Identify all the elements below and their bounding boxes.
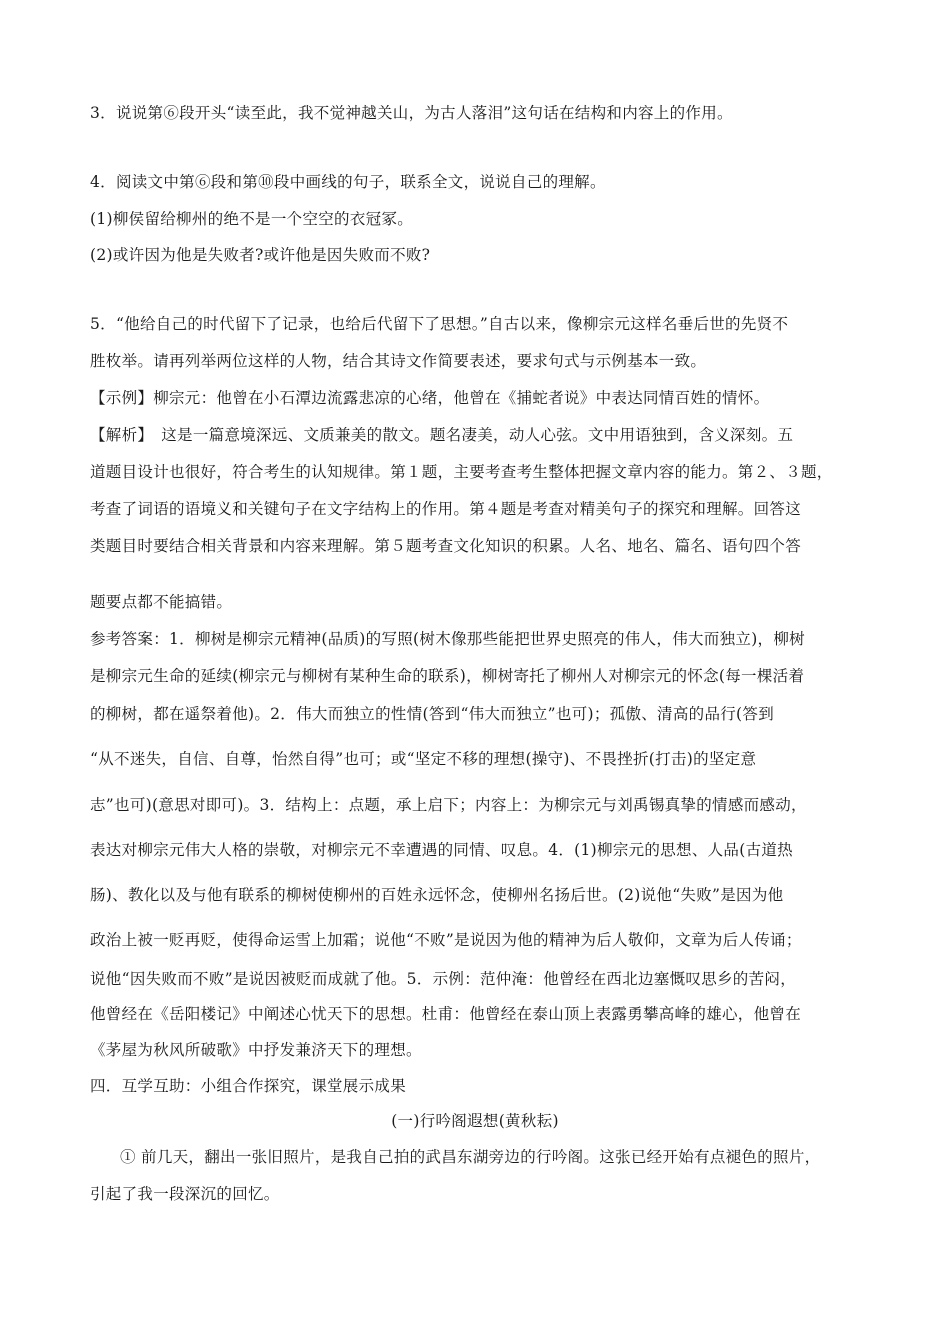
question-4-item-2: (2)或许因为他是失败者?或许他是因失败而不败? (90, 246, 431, 264)
question-5-line: 胜枚举。请再列举两位这样的人物，结合其诗文作简要表述，要求句式与示例基本一致。 (90, 352, 707, 370)
question-4: 4．阅读文中第⑥段和第⑩段中画线的句子，联系全文，说说自己的理解。 (90, 173, 606, 191)
answer-line: 志”也可)(意思对即可)。3．结构上：点题，承上启下；内容上：为柳宗元与刘禹锡真挚的情感而感动， (90, 796, 807, 814)
answer-line: 说他“因失败而不败”是说因被贬而成就了他。5．示例：范仲淹：他曾经在西北边塞慨叹思乡的苦闷， (90, 970, 797, 988)
answer-line: 他曾经在《岳阳楼记》中阐述心忧天下的思想。杜甫：他曾经在泰山顶上表露勇攀高峰的雄心，他曾在 (90, 1005, 802, 1023)
question-5-line: 5．“他给自己的时代留下了记录，也给后代留下了思想。”自古以来，像柳宗元这样名垂后世的先贤不 (90, 315, 789, 333)
answer-line: 的柳树，都在遥祭着他)。2．伟大而独立的性情(答到“伟大而独立”也可)；孤傲、清高的品行(答到 (90, 705, 775, 723)
passage-paragraph-line: ① 前几天，翻出一张旧照片，是我自己拍的武昌东湖旁边的行吟阁。这张已经开始有点褪色的照片， (120, 1148, 821, 1166)
analysis-line: 道题目设计也很好，符合考生的认知规律。第１题，主要考查考生整体把握文章内容的能力。第２、３题， (90, 463, 833, 481)
section-heading: 四．互学互助：小组合作探究，课堂展示成果 (90, 1077, 407, 1095)
analysis-line: 考查了词语的语境义和关键句子在文字结构上的作用。第４题是考查对精美句子的探究和理解。回答这 (90, 500, 802, 518)
answer-line: 参考答案：1．柳树是柳宗元精神(品质)的写照(树木像那些能把世界史照亮的伟人，伟大而独立)，柳树 (90, 630, 805, 648)
question-4-item-1: (1)柳侯留给柳州的绝不是一个空空的衣冠冢。 (90, 210, 414, 228)
analysis-line: 题要点都不能搞错。 (90, 593, 233, 611)
answer-line: 政治上被一贬再贬，使得命运雪上加霜；说他“不败”是说因为他的精神为后人敬仰，文章为后人传诵； (90, 931, 802, 949)
analysis-line: 【解析】 这是一篇意境深远、文质兼美的散文。题名凄美，动人心弦。文中用语独到，含义深刻。五 (90, 426, 794, 444)
question-3: 3．说说第⑥段开头“读至此，我不觉神越关山，为古人落泪”这句话在结构和内容上的作用。 (90, 104, 733, 122)
answer-line: 是柳宗元生命的延续(柳宗元与柳树有某种生命的联系)，柳树寄托了柳州人对柳宗元的怀念(每一棵活着 (90, 667, 805, 685)
answer-line: 肠)、教化以及与他有联系的柳树使柳州的百姓永远怀念，使柳州名扬后世。(2)说他“失败”是因为他 (90, 886, 784, 904)
passage-paragraph-line: 引起了我一段深沉的回忆。 (90, 1185, 280, 1203)
analysis-line: 类题目时要结合相关背景和内容来理解。第５题考查文化知识的积累。人名、地名、篇名、语句四个答 (90, 537, 802, 555)
passage-title: (一)行吟阁遐想(黄秋耘) (391, 1112, 559, 1130)
answer-line: 《茅屋为秋风所破歌》中抒发兼济天下的理想。 (90, 1041, 422, 1059)
example-line: 【示例】柳宗元：他曾在小石潭边流露悲凉的心绪，他曾在《捕蛇者说》中表达同情百姓的情怀。 (90, 389, 770, 407)
answer-line: 表达对柳宗元伟大人格的崇敬，对柳宗元不幸遭遇的同情、叹息。4．(1)柳宗元的思想、人品(古道热 (90, 841, 793, 859)
answer-line: “从不迷失，自信、自尊，怡然自得”也可；或“坚定不移的理想(操守)、不畏挫折(打击)的坚定意 (90, 750, 757, 768)
